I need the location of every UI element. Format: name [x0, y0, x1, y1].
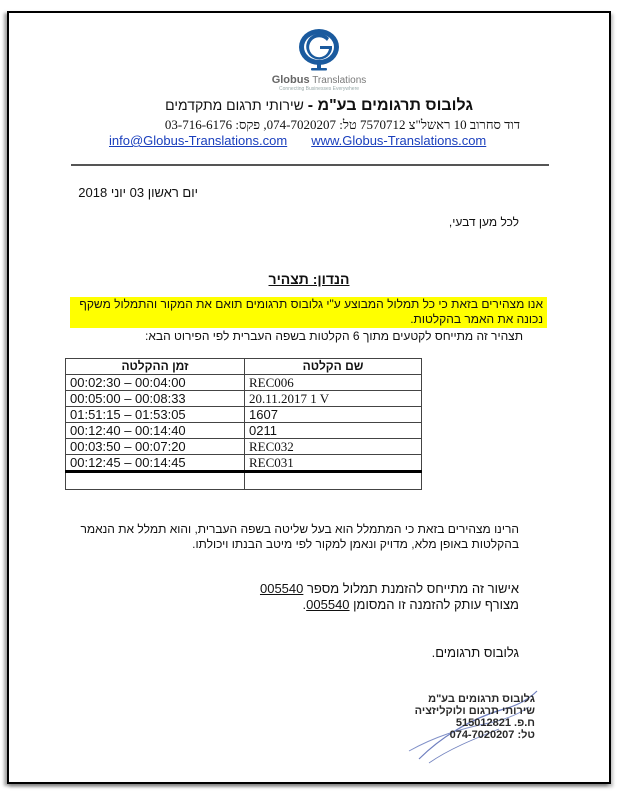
email-link[interactable]: info@Globus-Translations.com [109, 133, 288, 148]
company-heading [165, 97, 473, 115]
recordings-table [65, 358, 422, 490]
table-row [66, 375, 422, 391]
company-name: גלובוס תרגומים בע"מ - [307, 97, 473, 114]
table-empty-row [66, 472, 422, 490]
header-recording-time: זמן ההקלטה [66, 359, 245, 375]
recording-time: 00:12:40 – 00:14:40 [66, 423, 245, 439]
company-description: שירותי תרגום מתקדמים [165, 97, 308, 113]
confirmation-line-1 [260, 581, 519, 597]
letter-greeting: לכל מען דבעי, [448, 215, 519, 229]
recording-name: 0211 [245, 423, 422, 439]
declaration-paragraph: הרינו מצהירים בזאת כי המתמלל הוא בעל שליטה בשפה העברית, והוא תמלל את הנאמר בהקלטות באופן מלא, מדויק ונאמן למקור לפי מיטב הבנתו ויכולתו. [80, 522, 519, 551]
table-row [66, 407, 422, 423]
stamp-text [415, 693, 535, 741]
recording-name: 1607 [245, 407, 422, 423]
company-address: דוד סחרוב 10 ראשל"צ 7570712 טל: 074-7020207, פקס: 03-716-6176 [164, 117, 520, 132]
letter-closing: גלובוס תרגומים. [431, 645, 519, 660]
recording-name: 20.11.2017 1 V [245, 391, 422, 407]
recording-time: 00:02:30 – 00:04:00 [66, 375, 245, 391]
letter-subject [9, 271, 609, 287]
table-intro: תצהיר זה מתייחס לקטעים מתוך 6 הקלטות בשפה העברית לפי הפירוט הבא: [145, 329, 523, 343]
table-header-row [66, 359, 422, 375]
contact-links [109, 133, 486, 148]
subject-text: הנדון: תצהיר [268, 271, 350, 287]
stamp-line-phone: טל: 074-7020207 [449, 729, 535, 741]
document-page [7, 11, 611, 784]
table-row [66, 391, 422, 407]
company-stamp [379, 679, 549, 765]
letter-date: יום ראשון 03 יוני 2018 [78, 185, 198, 200]
table-row [66, 423, 422, 439]
recording-time: 00:12:45 – 00:14:45 [66, 455, 245, 472]
confirmation-text-1: אישור זה מתייחס להזמנת תמלול מספר [303, 581, 519, 596]
company-logo [259, 27, 379, 107]
confirmation-text-2: מצורף עותק להזמנה זו המסומן [349, 597, 519, 612]
recording-time: 00:03:50 – 00:07:20 [66, 439, 245, 455]
order-confirmation [260, 581, 519, 613]
attached-order-number: 005540 [306, 597, 350, 612]
table-row [66, 439, 422, 455]
globe-logo-icon [296, 27, 342, 73]
confirmation-line-2 [260, 597, 519, 613]
logo-tagline: Connecting Businesses Everywhere [278, 86, 360, 92]
header-recording-name: שם הקלטה [245, 359, 422, 375]
recording-name: REC032 [245, 439, 422, 455]
empty-cell [245, 472, 422, 490]
logo-brand: Globus [271, 74, 310, 86]
confirmation-period: . [302, 597, 307, 612]
stamp-line-company: גלובוס תרגומים בע"מ [428, 693, 535, 705]
empty-cell [66, 472, 245, 490]
order-number: 005540 [259, 581, 304, 596]
logo-brand-suffix: Translations [312, 75, 367, 86]
recording-name: REC006 [245, 375, 422, 391]
stamp-line-registration: ח.פ. 515012821 [455, 717, 535, 729]
website-link[interactable]: www.Globus-Translations.com [311, 133, 487, 148]
header-divider [71, 164, 549, 166]
highlighted-statement: אנו מצהירים בזאת כי כל תמלול המבוצע ע"י גלובוס תרגומים תואם את המקור והתמלול משקף נכונה את האמר בהקלטות. [70, 297, 547, 328]
stamp-line-services: שירותי תרגום ולוקליזציה [414, 705, 535, 717]
recording-time: 00:05:00 – 00:08:33 [66, 391, 245, 407]
recording-time: 01:51:15 – 01:53:05 [66, 407, 245, 423]
table-row [66, 455, 422, 472]
recording-name: REC031 [245, 455, 422, 472]
